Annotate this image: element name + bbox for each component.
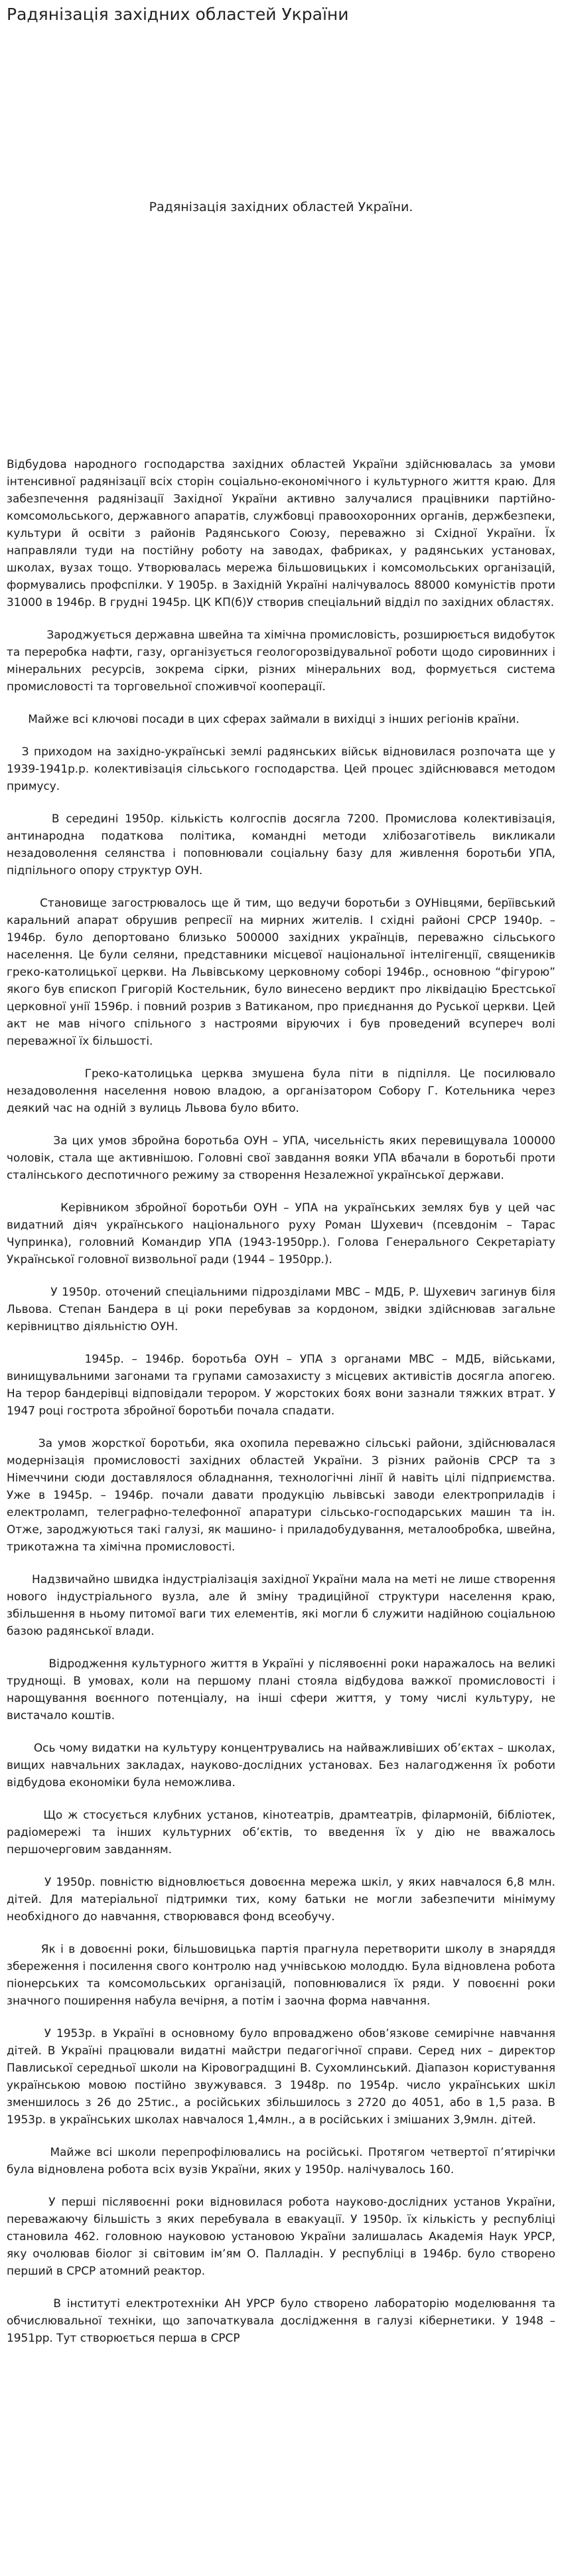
paragraph: Відродження культурного життя в Україні у післявоєнні роки наражалось на великі труднощі. В умовах, коли на першому плані стояла відбудова важкої промисловості і нарощування воєнного потенціалу, на інші сфери життя, у тому числі культуру, не вистачало коштів.	[7, 1657, 555, 1722]
paragraph: Як і в довоєнні роки, більшовицька партія прагнула перетворити школу в знаряддя збереження і посилення свого контролю над учнівською молоддю. Була відновлена робота піонерських та комсомольських організацій, поповнювалися їх ряди. У повоєнні роки значного поширення набула вечірня, а потім і заочна форма навчання.	[7, 1942, 555, 2007]
paragraph: 1945р. – 1946р. боротьба ОУН – УПА з органами МВС – МДБ, військами, винищувальними загонами та групами самозахисту з місцевих активістів досягла апогею. На терор бандерівці відповідали терором. У жорстоких боях вони зазнали тяжких втрат. У 1947 році гострота збройної боротьби почала спадати.	[7, 1352, 555, 1417]
paragraph: У 1953р. в Україні в основному було впроваджено обов’язкове семирічне навчання дітей. В Україні працювали видатні майстри педагогічної справи. Серед них – директор Павлиської середньої школи на Кіровоградщині В. Сухомлинський. Діапазон користування українською мовою постійно звужувався. З 1948р. по 1954р. число українських шкіл зменшилось з 26 до 25тис., а російських збільшилось з 2720 до 4051, або в 1,5 раза. В 1953р. в українських школах навчалося 1,4млн., а в російських і змішаних 3,9млн. дітей.	[7, 2026, 555, 2126]
paragraph: У 1950р. оточений спеціальними підрозділами МВС – МДБ, Р. Шухевич загинув біля Львова. Степан Бандера в ці роки перебував за кордоном, звідки здійснював загальне керівництво діяльністю ОУН.	[7, 1285, 555, 1333]
paragraph: Греко-католицька церква змушена була піти в підпілля. Це посилювало незадоволення населення новою владою, а організатором Собору Г. Котельника через деякий час на одній з вулиць Львова було вбито.	[7, 1067, 555, 1114]
paragraph: За цих умов збройна боротьба ОУН – УПА, чисельність яких перевищувала 100000 чоловік, стала ще активнішою. Головні свої завдання вояки УПА вбачали в боротьбі проти сталінського деспотичного режиму за створення Незалежної української держави.	[7, 1134, 555, 1181]
paragraph: Надзвичайно швидка індустріалізація західної України мала на меті не лише створення нового індустріального вузла, але й зміну традиційної структури населення краю, збільшення в ньому питомої ваги тих елементів, які могли б служити надійною соціальною базою радянської влади.	[7, 1572, 555, 1637]
paragraph: Майже всі школи перепрофілювались на російські. Протягом четвертої п’ятирічки була відновлена робота всіх вузів України, яких у 1950р. налічувалось 160.	[7, 2145, 555, 2176]
paragraph: У 1950р. повністю відновлюється довоєнна мережа шкіл, у яких навчалося 6,8 млн. дітей. Для матеріальної підтримки тих, кому батьки не могли забезпечити мінімуму необхідного до навчання, створювався фонд всеобучу.	[7, 1875, 555, 1923]
paragraph: У перші післявоєнні роки відновилася робота науково-дослідних установ України, переважаючу більшість з яких перебувала в евакуації. У 1950р. їх кількість у республіці становила 462. головною науковою установою України залишалась Академія Наук УРСР, яку очолював біолог зі світовим ім’ям О. Палладін. У республіці в 1946р. було створено перший в СРСР атомний реактор.	[7, 2195, 555, 2277]
paragraph: З приходом на західно-українські землі радянських військ відновилася розпочата ще у 1939-1941р.р. колективізація сільського господарства. Цей процес здійснювався методом примусу.	[7, 745, 555, 793]
paragraph: За умов жорсткої боротьби, яка охопила переважно сільські райони, здійснювалася модернізація промисловості західних областей України. З різних районів СРСР та з Німеччини сюди доставлялося обладнання, технологічні лінії й навіть цілі підприємства. Уже в 1945р. – 1946р. почали давати продукцію львівські заводи електроприладів і електроламп, телеграфно-телефонної апаратури сільсько-господарських машин та ін. Отже, зароджуються такі галузі, як машино- і приладобудування, металообробка, швейна, трикотажна та хімічна промисловості.	[7, 1436, 555, 1553]
paragraph: Що ж стосується клубних установ, кінотеатрів, драмтеатрів, філармоній, бібліотек, радіомережі та інших культурних об’єктів, то введення їх у дію не вважалось першочерговим завданням.	[7, 1808, 555, 1856]
paragraph: Відбудова народного господарства західних областей України здійснювалась за умови інтенсивної радянізації всіх сторін соціально-економічного і культурного життя краю. Для забезпечення радянізації Західної України активно залучалися працівники партійно-комсомольського, державного апаратів, службовці правоохоронних органів, держбезпеки, культури й освіти з районів Радянського Союзу, переважно зі Східної України. Їх направляли туди на постійну роботу на заводах, фабриках, у радянських установах, школах, вузах тощо. Утворювалась мережа більшовицьких і комсомольських організацій, формувались профспілки. У 1905р. в Західній Україні налічувалось 88000 комуністів проти 31000 в 1946р. В грудні 1945р. ЦК КП(б)У створив спеціальний відділ по західних областях.	[7, 457, 555, 609]
paragraph: Майже всі ключові посади в цих сферах займали в вихідці з інших регіонів країни.	[7, 712, 520, 725]
page-header-title: Радянізація західних областей України	[7, 5, 349, 24]
paragraph: В інституті електротехніки АН УРСР було створено лабораторію моделювання та обчислювальної техніки, що започаткувала дослідження в галузі кібернетики. У 1948 – 1951рр. Тут створюється перша в СРСР	[7, 2297, 555, 2344]
paragraph: Становище загострювалось ще й тим, що ведучи боротьби з ОУНівцями, берїівський каральний апарат обрушив репресії на мирних жителів. І східні районі СРСР 1940р. – 1946р. було депортовано близько 500000 західних українців, переважно сільського населення. Це були селяни, представники місцевої національної інтелігенції, священиків греко-католицької церкви. На Львівському церковному соборі 1946р., основною “фігурою” якого був єпископ Григорій Костельник, було винесено вердикт про ліквідацію Брестської церковної унії 1596р. і повний розрив з Ватиканом, про приєднання до Руської церкви. Цей акт не мав нічого спільного з настроями віруючих і був проведений всупереч волі переважної їх більшості.	[7, 896, 555, 1047]
paragraph: Ось чому видатки на культуру концентрувались на найважливіших об’єктах – школах, вищих навчальних закладах, науково-дослідних установах. Без налагодження їх роботи відбудова економіки була неможлива.	[7, 1741, 555, 1789]
document-title: Радянізація західних областей України.	[149, 200, 413, 214]
paragraph: В середині 1950р. кількість колгоспів досягла 7200. Промислова колективізація, антинародна податкова політика, командні методи хлібозаготівель викликали незадоволення селянства і поповнювали соціальну базу для живлення боротьби УПА, підпільного опору структур ОУН.	[7, 812, 555, 877]
document-body	[7, 455, 555, 2346]
paragraph: Керівником збройної боротьби ОУН – УПА на українських землях був у цей час видатний діяч українського національного руху Роман Шухевич (псевдонім – Тарас Чупринка), головний Командир УПА (1943-1950рр.). Голова Генерального Секретаріату Української головної визвольної ради (1944 – 1950рр.).	[7, 1201, 555, 1266]
paragraph: Зароджується державна швейна та хімічна промисловість, розширюється видобуток та переробка нафти, газу, організується геологорозвідувальної роботи щодо сировинних і мінеральних ресурсів, зокрема сірки, різних мінеральних вод, формується система промисловості та торговельної споживчої кооперації.	[7, 628, 555, 693]
